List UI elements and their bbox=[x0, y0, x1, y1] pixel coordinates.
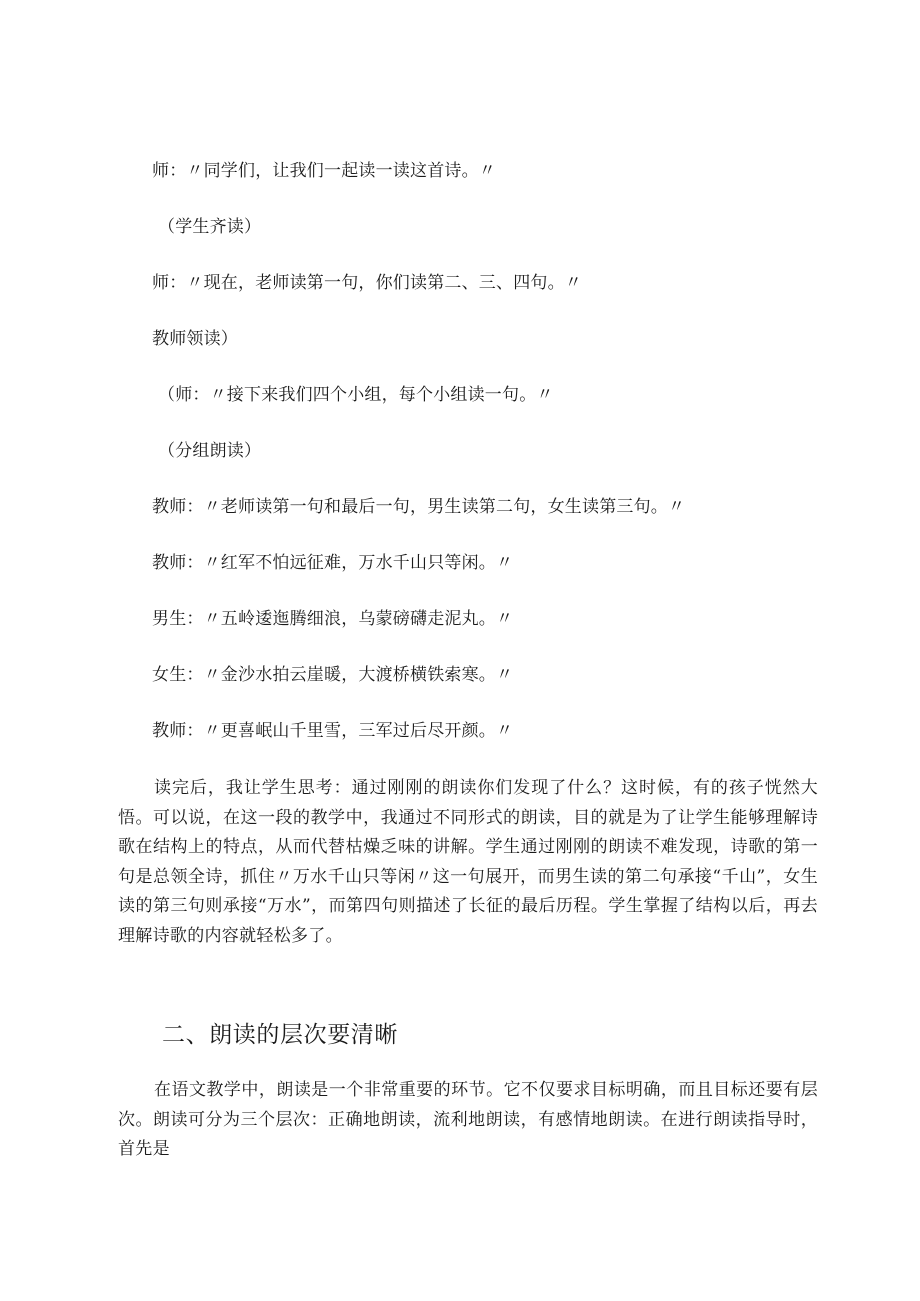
dialogue-line: 女生：〃金沙水拍云崖暖，大渡桥横铁索寒。〃 bbox=[152, 665, 514, 685]
dialogue-line: 教师领读） bbox=[152, 329, 238, 349]
dialogue-line: 师：〃同学们，让我们一起读一读这首诗。〃 bbox=[152, 161, 496, 181]
dialogue-line: 教师：〃更喜岷山千里雪，三军过后尽开颜。〃 bbox=[152, 721, 514, 741]
reflection-paragraph: 读完后，我让学生思考：通过刚刚的朗读你们发现了什么？这时候，有的孩子恍然大悟。可以说，在这一段的教学中，我通过不同形式的朗读，目的就是为了让学生能够理解诗歌在结构上的特点，从而代替枯燥乏味的讲解。学生通过刚刚的朗读不难发现，诗歌的第一句是总领全诗，抓住〃万水千山只等闲〃这一句展开，而男生读的第二句承接“千山”，女生读的第三句则承接“万水”，而第四句则描述了长征的最后历程。学生掌握了结构以后，再去理解诗歌的内容就轻松多了。 bbox=[118, 778, 818, 946]
dialogue-line: 男生：〃五岭逶迤腾细浪，乌蒙磅礴走泥丸。〃 bbox=[152, 609, 514, 629]
section-heading: 二、朗读的层次要清晰 bbox=[162, 1022, 398, 1048]
dialogue-line: 师：〃现在，老师读第一句，你们读第二、三、四句。〃 bbox=[152, 273, 582, 293]
dialogue-line: （师：〃接下来我们四个小组，每个小组读一句。〃 bbox=[158, 385, 554, 405]
section-paragraph: 在语文教学中，朗读是一个非常重要的环节。它不仅要求目标明确，而且目标还要有层次。朗读可分为三个层次：正确地朗读，流利地朗读，有感情地朗读。在进行朗读指导时，首先是 bbox=[118, 1080, 818, 1160]
dialogue-line: 教师：〃老师读第一句和最后一句，男生读第二句，女生读第三句。〃 bbox=[152, 497, 686, 517]
dialogue-line: 教师：〃红军不怕远征难，万水千山只等闲。〃 bbox=[152, 553, 514, 573]
dialogue-line: （学生齐读） bbox=[158, 217, 262, 237]
dialogue-line: （分组朗读） bbox=[158, 441, 262, 461]
